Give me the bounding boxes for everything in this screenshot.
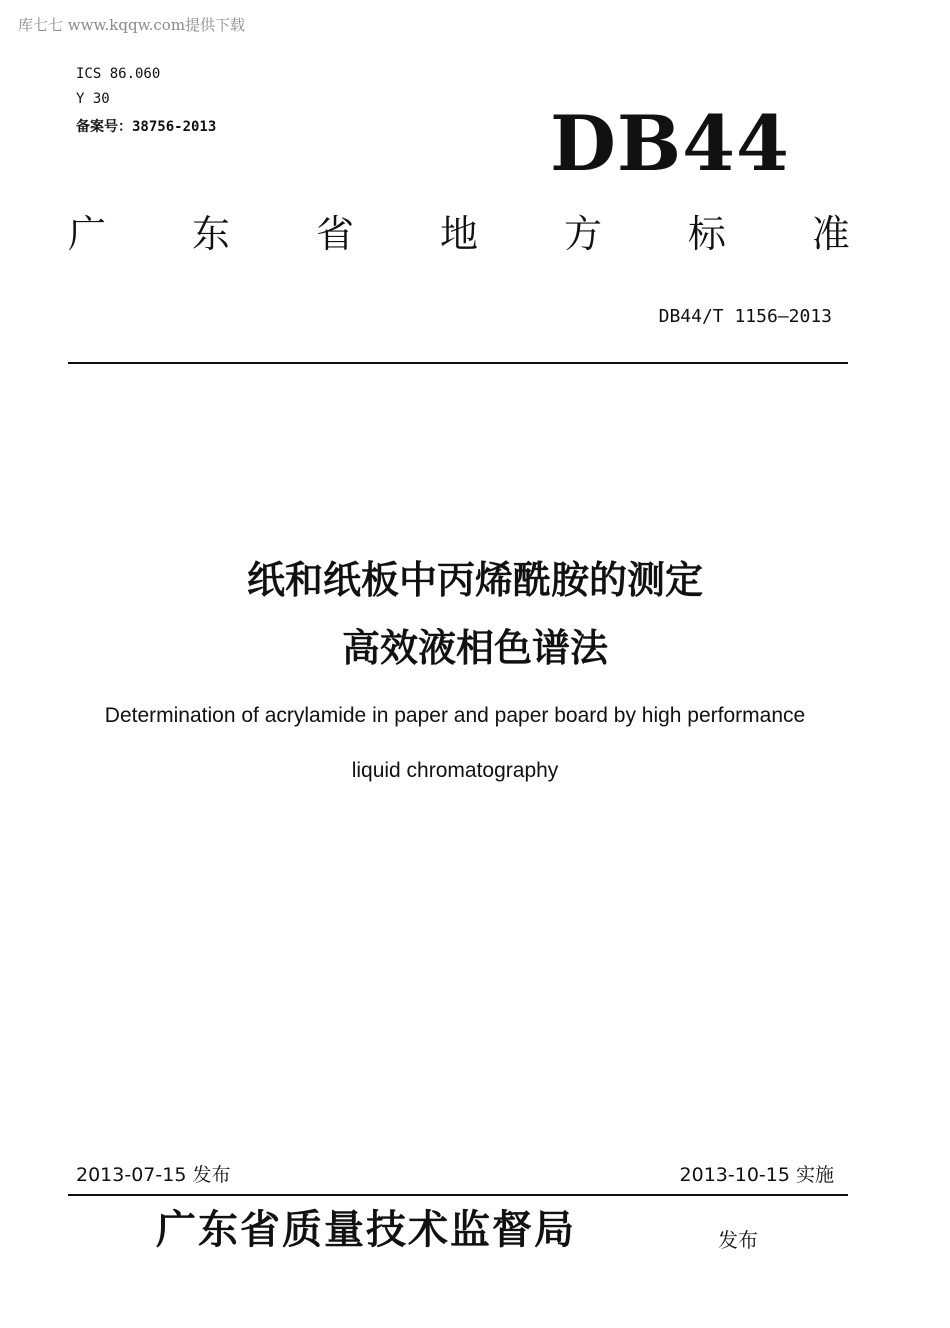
title-en-line2: liquid chromatography bbox=[351, 759, 559, 782]
issue-date: 2013-07-15 发布 bbox=[76, 1164, 231, 1186]
bottom-divider bbox=[68, 1194, 848, 1196]
standard-type-char: 方 bbox=[563, 212, 602, 256]
title-en-line1: Determination of acrylamide in paper and paper board by high performance bbox=[104, 704, 806, 727]
standard-type-char: 省 bbox=[315, 212, 354, 256]
top-divider bbox=[68, 362, 848, 364]
watermark-text: 库七七 www.kqqw.com提供下载 bbox=[18, 16, 246, 34]
title-cn-line1: 纸和纸板中丙烯酰胺的测定 bbox=[246, 558, 703, 602]
standard-type-title bbox=[68, 214, 850, 256]
standard-type-char: 地 bbox=[439, 212, 478, 256]
standard-type-char: 广 bbox=[68, 212, 107, 256]
implement-date: 2013-10-15 实施 bbox=[679, 1164, 834, 1186]
standard-type-char: 准 bbox=[811, 212, 850, 256]
ics-code: ICS 86.060 bbox=[76, 66, 161, 82]
standard-logo: DB44 bbox=[550, 99, 790, 188]
title-cn-line2: 高效液相色谱法 bbox=[341, 626, 608, 670]
standard-type-char: 标 bbox=[687, 212, 726, 256]
issue-action: 发布 bbox=[718, 1228, 758, 1252]
record-number: 备案号：38756-2013 bbox=[76, 119, 217, 135]
classification-code: Y 30 bbox=[76, 91, 110, 107]
standard-number: DB44/T 1156—2013 bbox=[658, 306, 832, 327]
standard-type-char: 东 bbox=[191, 212, 230, 256]
issuing-authority: 广东省质量技术监督局 bbox=[156, 1206, 576, 1253]
